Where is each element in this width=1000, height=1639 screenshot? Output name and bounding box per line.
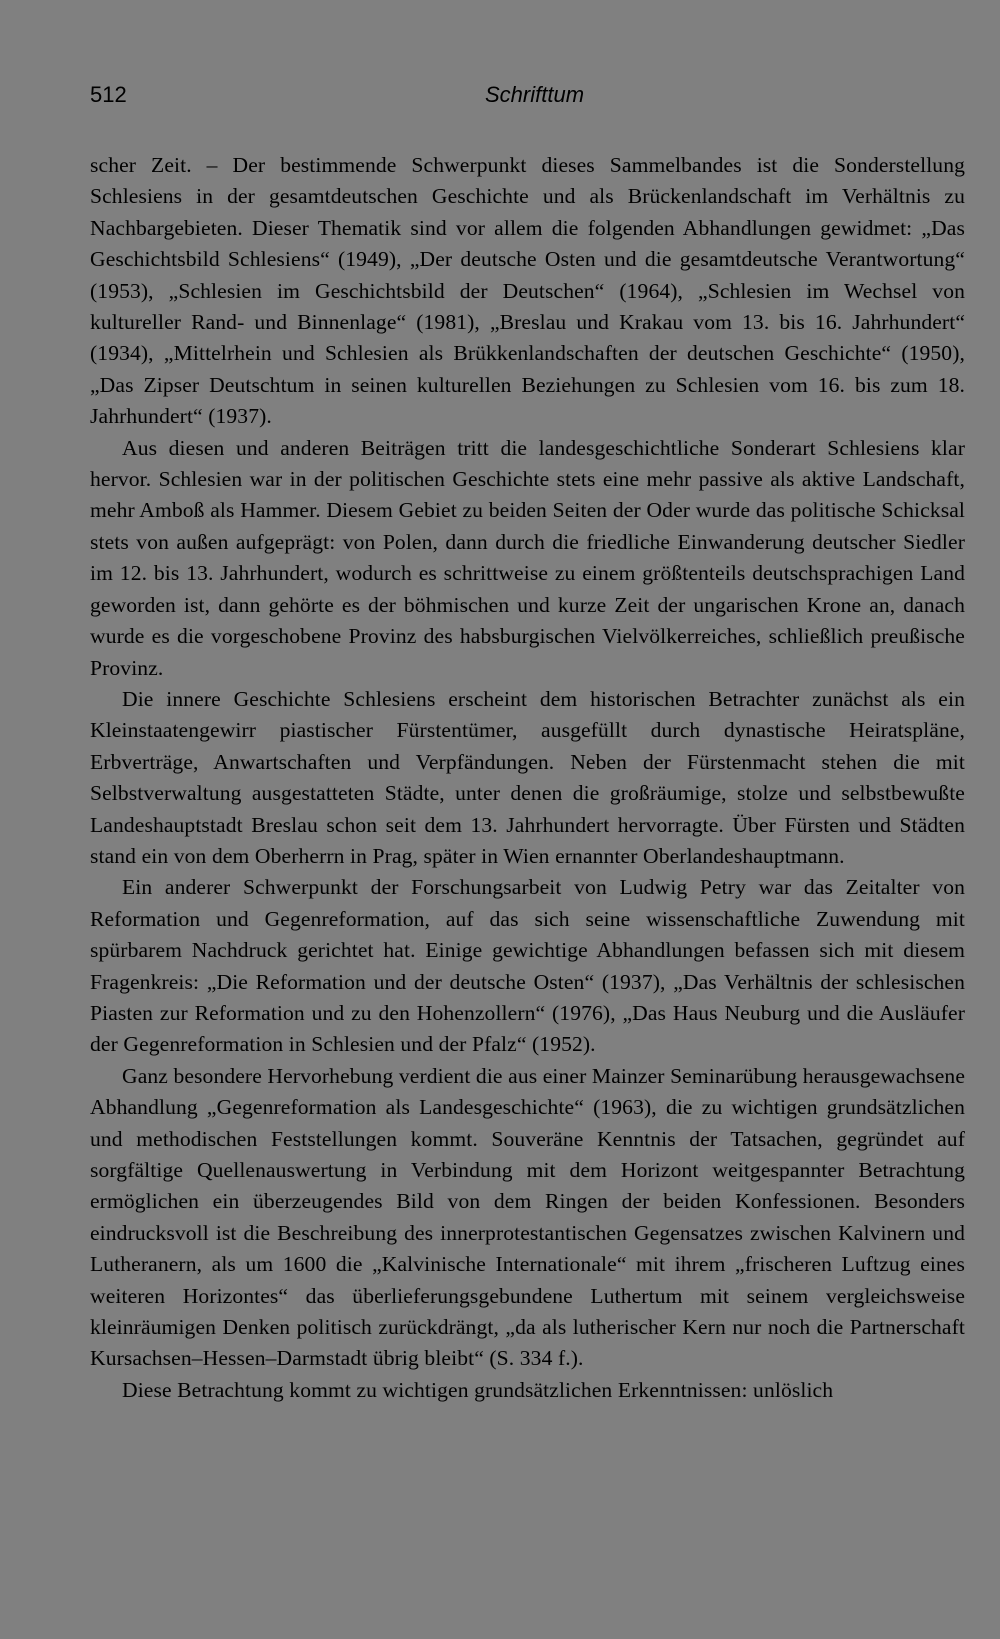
paragraph: Ganz besondere Hervorhebung verdient die aus einer Mainzer Seminarübung herausgewachsene Abhandlung „Gegenreformation als Landesgeschichte“ (1963), die zu wichtigen grundsätzlichen und methodischen Feststellungen kommt. Souveräne Kenntnis der Tatsachen, gegründet auf sorgfältige Quellenauswertung in Verbindung mit dem Horizont weitgespannter Betrachtung ermöglichen ein überzeugendes Bild von dem Ringen der beiden Konfessionen. Besonders eindrucksvoll ist die Beschreibung des innerprotestantischen Gegensatzes zwischen Kalvinern und Lutheranern, als um 1600 die „Kalvinische Internationale“ mit ihrem „frischeren Luftzug eines weiteren Horizontes“ das überlieferungsgebundene Luthertum mit seinem vergleichsweise kleinräumigen Denken politisch zurückdrängt, „da als lutherischer Kern nur noch die Partnerschaft Kursachsen–Hessen–Darmstadt übrig bleibt“ (S. 334 f.). xyxy=(90,1063,965,1371)
paragraph: Aus diesen und anderen Beiträgen tritt die landesgeschichtliche Sonderart Schlesiens klar hervor. Schlesien war in der politischen Geschichte stets eine mehr passive als aktive Landschaft, mehr Amboß als Hammer. Diesem Gebiet zu beiden Seiten der Oder wurde das politische Schicksal stets von außen aufgeprägt: von Polen, dann durch die friedliche Einwanderung deutscher Siedler im 12. bis 13. Jahrhundert, wodurch es schrittweise zu einem größtenteils deutschsprachigen Land geworden ist, dann gehörte es der böhmischen und kurze Zeit der ungarischen Krone an, danach wurde es die vorgeschobene Provinz des habsburgischen Vielvölkerreiches, schließlich preußische Provinz. xyxy=(90,435,965,680)
running-title: Schrifttum xyxy=(485,82,585,107)
body-text xyxy=(90,150,965,1406)
paragraph: Ein anderer Schwerpunkt der Forschungsarbeit von Ludwig Petry war das Zeitalter von Reformation und Gegenreformation, auf das sich seine wissenschaftliche Zuwendung mit spürbarem Nachdruck gerichtet hat. Einige gewichtige Abhandlungen befassen sich mit diesem Fragenkreis: „Die Reformation und der deutsche Osten“ (1937), „Das Verhältnis der schlesischen Piasten zur Reformation und zu den Hohenzollern“ (1976), „Das Haus Neuburg und die Ausläufer der Gegenreformation in Schlesien und der Pfalz“ (1952). xyxy=(90,875,965,1057)
page-header xyxy=(90,82,965,112)
paragraph: Diese Betrachtung kommt zu wichtigen grundsätzlichen Erkenntnissen: unlöslich xyxy=(122,1377,834,1402)
paragraph: Die innere Geschichte Schlesiens erscheint dem historischen Betrachter zunächst als ein Kleinstaatengewirr piastischer Fürstentümer, ausgefüllt durch dynastische Heiratspläne, Erbverträge, Anwartschaften und Verpfändungen. Neben der Fürstenmacht stehen die mit Selbstverwaltung ausgestatteten Städte, unter denen die großräumige, stolze und selbstbewußte Landeshauptstadt Breslau schon seit dem 13. Jahrhundert hervorragte. Über Fürsten und Städten stand ein von dem Oberherrn in Prag, später in Wien ernannter Oberlandeshauptmann. xyxy=(90,686,965,868)
page-number: 512 xyxy=(90,82,127,107)
paragraph: scher Zeit. – Der bestimmende Schwerpunkt dieses Sammelbandes ist die Sonderstellung Schlesiens in der gesamtdeutschen Geschichte und als Brückenlandschaft im Verhältnis zu Nachbargebieten. Dieser Thematik sind vor allem die folgenden Abhandlungen gewidmet: „Das Geschichtsbild Schlesiens“ (1949), „Der deutsche Osten und die gesamtdeutsche Verantwortung“ (1953), „Schlesien im Geschichtsbild der Deutschen“ (1964), „Schlesien im Wechsel von kultureller Rand- und Binnenlage“ (1981), „Breslau und Krakau vom 13. bis 16. Jahrhundert“ (1934), „Mittelrhein und Schlesien als Brükkenlandschaften der deutschen Geschichte“ (1950), „Das Zipser Deutschtum in seinen kulturellen Beziehungen zu Schlesien vom 16. bis zum 18. Jahrhundert“ (1937). xyxy=(90,153,965,429)
